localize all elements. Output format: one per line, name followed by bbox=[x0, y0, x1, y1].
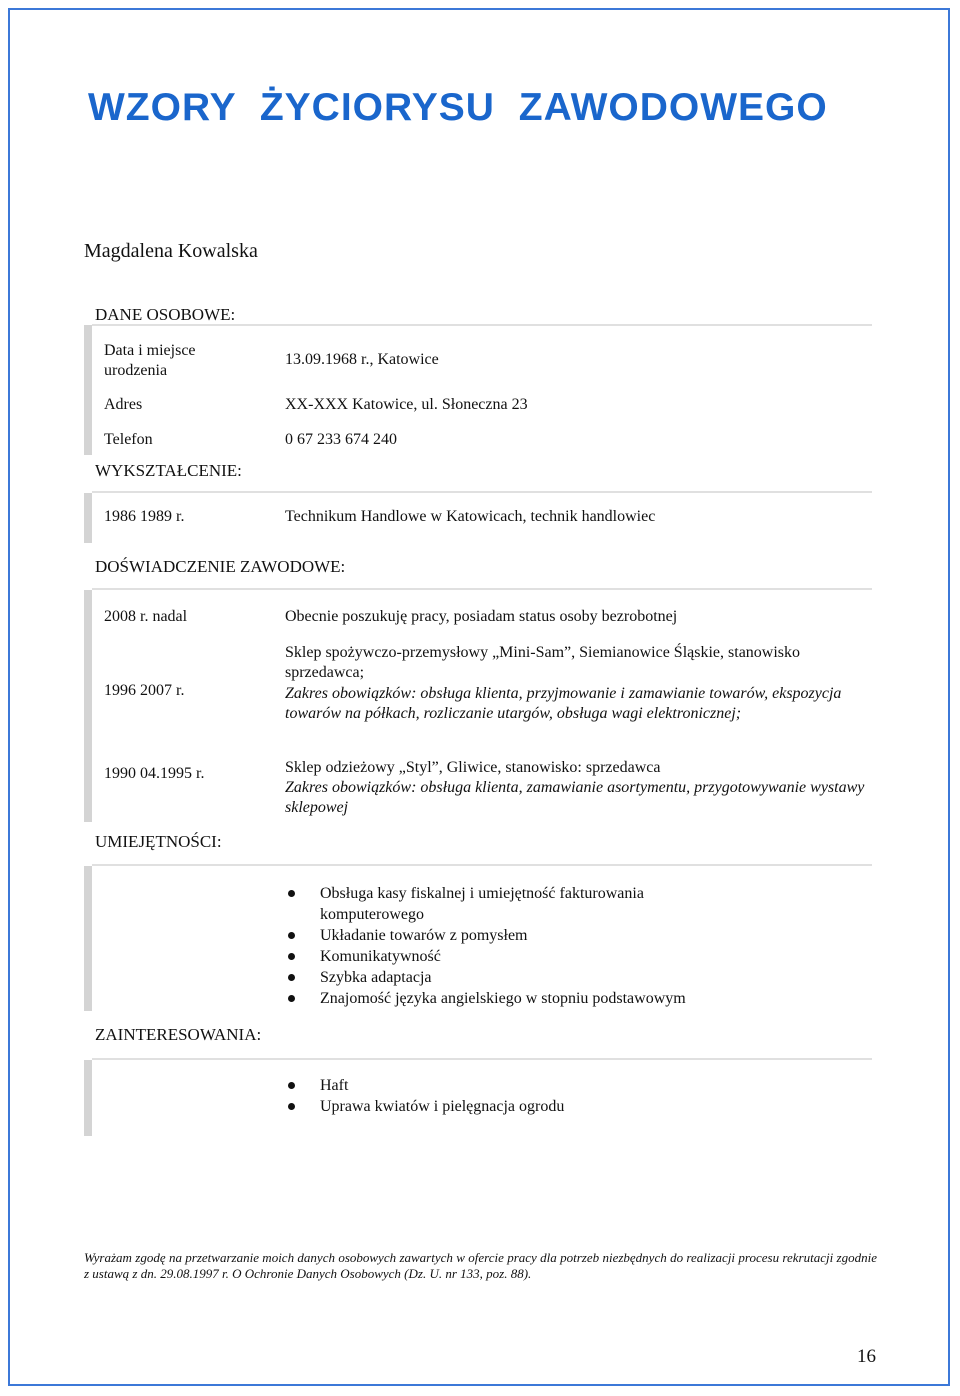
section-bar bbox=[84, 590, 92, 822]
address-label: Adres bbox=[104, 396, 143, 413]
education-heading: WYKSZTAŁCENIE: bbox=[95, 461, 242, 480]
experience-heading: DOŚWIADCZENIE ZAWODOWE: bbox=[95, 557, 346, 576]
candidate-name: Magdalena Kowalska bbox=[84, 240, 258, 262]
interests-list bbox=[284, 1075, 564, 1117]
experience-duties: Zakres obowiązków: obsługa klienta, przyjmowanie i zamawianie towarów, ekspozycja towarów na półkach, rozliczanie utargów, obsługa wagi elektronicznej; bbox=[285, 685, 842, 722]
personal-heading: DANE OSOBOWE: bbox=[95, 305, 236, 324]
phone-label: Telefon bbox=[104, 431, 153, 448]
section-divider bbox=[92, 491, 872, 493]
experience-position: Obecnie poszukuję pracy, posiadam status osoby bezrobotnej bbox=[285, 608, 678, 625]
education-period: 1986 1989 r. bbox=[104, 508, 185, 525]
consent-clause: Wyrażam zgodę na przetwarzanie moich danych osobowych zawartych w ofercie pracy dla potrzeb niezbędnych do realizacji procesu rekrutacji zgodnie z ustawą z dn. 29.08.1997 r. O Ochronie Danych Osobowych (Dz. U. nr 133, poz. 88). bbox=[84, 1250, 877, 1281]
section-bar bbox=[84, 866, 92, 1011]
education-description: Technikum Handlowe w Katowicach, technik handlowiec bbox=[285, 508, 656, 525]
interests-heading: ZAINTERESOWANIA: bbox=[95, 1025, 262, 1044]
section-bar bbox=[84, 493, 92, 543]
birth-value: 13.09.1968 r., Katowice bbox=[285, 351, 439, 368]
birth-label: Data i miejsce urodzenia bbox=[104, 342, 196, 379]
skills-list bbox=[284, 883, 744, 1009]
skills-heading: UMIEJĘTNOŚCI: bbox=[95, 832, 222, 851]
page-number: 16 bbox=[857, 1346, 876, 1367]
section-bar bbox=[84, 325, 92, 455]
interest-item: Haft bbox=[284, 1075, 564, 1096]
section-divider bbox=[92, 324, 872, 326]
section-divider bbox=[92, 1058, 872, 1060]
skill-item: Obsługa kasy fiskalnej i umiejętność fakturowania komputerowego bbox=[284, 883, 744, 925]
skill-item: Układanie towarów z pomysłem bbox=[284, 925, 744, 946]
experience-duties: Zakres obowiązków: obsługa klienta, zamawianie asortymentu, przygotowywanie wystawy sklepowej bbox=[285, 779, 865, 816]
experience-position: Sklep spożywczo-przemysłowy „Mini-Sam”, Siemianowice Śląskie, stanowisko sprzedawca; bbox=[285, 644, 801, 681]
skill-item: Szybka adaptacja bbox=[284, 967, 744, 988]
page-title: WZORY ŻYCIORYSU ZAWODOWEGO bbox=[88, 86, 828, 129]
section-bar bbox=[84, 1060, 92, 1136]
phone-value: 0 67 233 674 240 bbox=[285, 431, 397, 448]
experience-period: 1990 04.1995 r. bbox=[104, 765, 205, 782]
skill-item: Komunikatywność bbox=[284, 946, 744, 967]
experience-position: Sklep odzieżowy „Styl”, Gliwice, stanowisko: sprzedawca bbox=[285, 759, 661, 776]
skill-item: Znajomość języka angielskiego w stopniu podstawowym bbox=[284, 988, 744, 1009]
section-divider bbox=[92, 588, 872, 590]
experience-period: 1996 2007 r. bbox=[104, 682, 185, 699]
experience-period: 2008 r. nadal bbox=[104, 608, 188, 625]
section-divider bbox=[92, 864, 872, 866]
address-value: XX-XXX Katowice, ul. Słoneczna 23 bbox=[285, 396, 528, 413]
interest-item: Uprawa kwiatów i pielęgnacja ogrodu bbox=[284, 1096, 564, 1117]
